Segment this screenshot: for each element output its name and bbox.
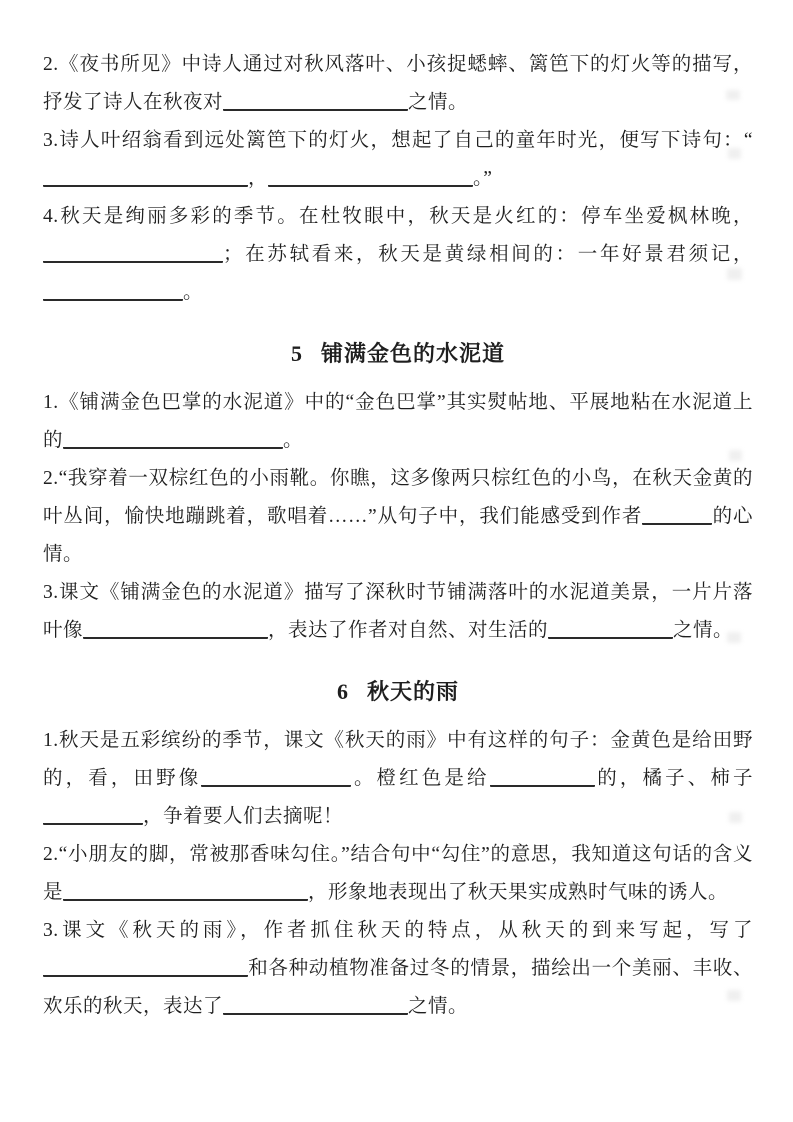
question-text: ，争着要人们去摘呢！ xyxy=(143,806,344,827)
question-text: 的心情。 xyxy=(43,506,753,565)
question-item xyxy=(43,384,753,460)
fill-in-blank xyxy=(268,181,473,187)
fill-in-blank xyxy=(43,819,143,825)
section-heading xyxy=(43,334,753,374)
scan-artifact xyxy=(729,812,742,823)
question-item xyxy=(43,722,753,836)
scan-artifact xyxy=(729,450,742,461)
fill-in-blank xyxy=(43,971,248,977)
fill-in-blank xyxy=(43,257,223,263)
fill-in-blank xyxy=(63,895,308,901)
question-text: ， xyxy=(248,168,269,189)
question-text: 的，橘子、柿子 xyxy=(594,768,753,789)
question-text: 3.诗人叶绍翁看到远处篱笆下的灯火，想起了自己的童年时光，便写下诗句： xyxy=(43,130,744,151)
question-text: 之情。 xyxy=(408,92,469,113)
scan-artifact xyxy=(727,632,741,643)
fill-in-blank xyxy=(83,633,268,639)
fill-in-blank xyxy=(548,633,673,639)
question-text: 。 xyxy=(183,282,204,303)
fill-in-blank xyxy=(490,781,595,787)
worksheet-page xyxy=(43,46,753,1026)
section-title: 铺满金色的水泥道 xyxy=(320,341,505,366)
question-text: 和各种动植物准备过冬的情景，描绘出一个美丽、丰收、欢乐的秋天，表达了 xyxy=(43,958,753,1017)
question-text: 2.《夜书所见》中诗人通过对秋风落叶、小孩捉蟋蟀、篱笆下的灯火等的描写，抒发了诗人在秋夜对 xyxy=(43,54,753,113)
question-item xyxy=(43,574,753,650)
question-text: 之情。 xyxy=(673,620,734,641)
question-text: 2.“小朋友的脚，常被那香味勾住。”结合句中“勾住”的意思，我知道这句话的含义是 xyxy=(43,844,753,903)
question-item xyxy=(43,912,753,1026)
question-text: ；在苏轼看来，秋天是黄绿相间的：一年好景君须记， xyxy=(223,244,753,265)
section-number: 5 xyxy=(290,341,303,366)
question-item xyxy=(43,46,753,122)
section-number: 6 xyxy=(336,679,349,704)
question-text: 4.秋天是绚丽多彩的季节。在杜牧眼中，秋天是火红的：停车坐爱枫林晚， xyxy=(43,206,753,227)
scan-artifact xyxy=(728,148,741,159)
fill-in-blank xyxy=(223,105,408,111)
question-text: 。 xyxy=(283,430,304,451)
fill-in-blank xyxy=(43,295,183,301)
question-text: 3.课文《铺满金色的水泥道》描写了深秋时节铺满落叶的水泥道美景，一片片落叶像 xyxy=(43,582,753,641)
question-text: 1.《铺满金色巴掌的水泥道》中的“金色巴掌”其实熨帖地、平展地粘在水泥道上的 xyxy=(43,392,753,451)
question-text: ，形象地表现出了秋天果实成熟时气味的诱人。 xyxy=(308,882,729,903)
question-text: 之情。 xyxy=(408,996,469,1017)
question-text: 。” xyxy=(473,168,493,189)
fill-in-blank xyxy=(201,781,351,787)
fill-in-blank xyxy=(63,443,283,449)
fill-in-blank xyxy=(642,519,712,525)
question-text: 。橙红色是给 xyxy=(351,768,490,789)
scan-artifact xyxy=(727,990,741,1001)
question-item xyxy=(43,460,753,574)
question-text: 1.秋天是五彩缤纷的季节，课文《秋天的雨》中有这样的句子：金黄色是给田野的，看，田野像 xyxy=(43,730,753,789)
scan-artifact xyxy=(726,90,740,100)
question-text: 2.“我穿着一双棕红色的小雨靴。你瞧，这多像两只棕红色的小鸟，在秋天金黄的叶丛间，愉快地蹦跳着，歌唱着……”从句子中，我们能感受到作者 xyxy=(43,468,753,527)
question-text: “ xyxy=(743,130,753,151)
question-item xyxy=(43,198,753,312)
question-text: 3.课文《秋天的雨》，作者抓住秋天的特点，从秋天的到来写起，写了 xyxy=(43,920,753,941)
section-heading xyxy=(43,672,753,712)
fill-in-blank xyxy=(43,181,248,187)
scan-artifact xyxy=(727,268,742,280)
question-text: ，表达了作者对自然、对生活的 xyxy=(268,620,549,641)
fill-in-blank xyxy=(223,1009,408,1015)
question-item xyxy=(43,836,753,912)
section-title: 秋天的雨 xyxy=(366,679,459,704)
question-item xyxy=(43,122,753,198)
